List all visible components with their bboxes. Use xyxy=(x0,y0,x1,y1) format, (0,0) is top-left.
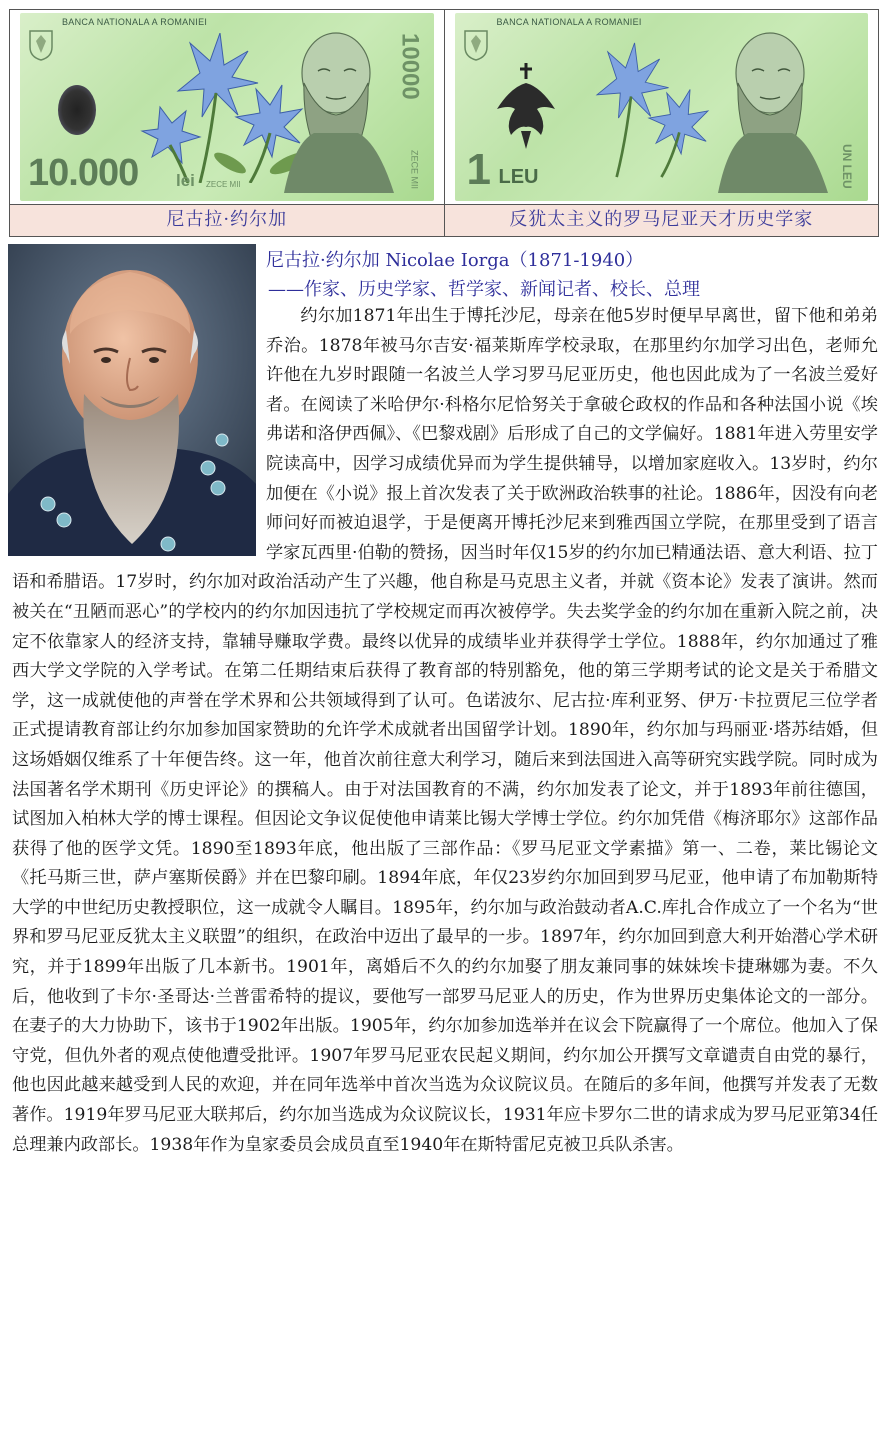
gentian-flower-icon xyxy=(563,35,733,185)
denomination-value: 1 xyxy=(466,145,491,194)
iorga-portrait-engraving xyxy=(274,23,404,193)
banknote-10000-lei xyxy=(20,13,434,201)
caption-right: 反犹太主义的罗马尼亚天才历史学家 xyxy=(444,205,879,236)
bank-name: BANCA NATIONALA A ROMANIEI xyxy=(62,17,208,27)
banknote-panel xyxy=(9,9,879,205)
vertical-denomination-words: UN LEU xyxy=(840,144,854,189)
denomination-words: ZECE MII xyxy=(206,180,241,189)
article-paragraph: 约尔加1871年出生于博托沙尼，母亲在他5岁时便早早离世，留下他和弟弟乔治。1878年被马尔吉安·福莱斯库学校录取，在那里约尔加学习出色，老师允许他在九岁时跟随一名波兰人学习罗马尼亚历史，他也因此成为了一名波兰爱好者。在阅读了米哈伊尔·科格尔尼恰努关于拿破仑政权的作品和各种法国小说《埃弗诺和洛伊西佩》、《巴黎戏剧》后形成了自己的文学偏好。1881年进入劳里安学院读高中，因学习成绩优异而为学生提供辅导，以增加家庭收入。13岁时，约尔加便在《小说》报上首次发表了关于欧洲政治轶事的社论。1886年，因没有向老师问好而被迫退学，于是便离开博托沙尼来到雅西国立学院，在那里受到了语言学家瓦西里·伯勒的赞扬，因当时年仅15岁的约尔加已精通法语、意大利语、拉丁语和希腊语。17岁时，约尔加对政治活动产生了兴趣，他自称是马克思主义者，并就《资本论》发表了演讲。然而被关在“丑陋而恶心”的学校内的约尔加因违抗了学校规定而再次被停学。失去奖学金的约尔加在重新入院之前，决定不依靠家人的经济支持，靠辅导赚取学费。最终以优异的成绩毕业并获得学士学位。1888年，约尔加通过了雅西大学文学院的入学考试。在第二任期结束后获得了教育部的特别豁免，他的第三学期考试的论文是关于希腊文学，这一成就使他的声誉在学术界和公共领域得到了认可。色诺波尔、尼古拉·库利亚努、伊万·卡拉贾尼三位学者正式提请教育部让约尔加参加国家赞助的允许学术成就者出国留学计划。1890年，约尔加与玛丽亚·塔苏结婚，但这场婚姻仅维系了十年便告终。这一年，他首次前往意大利学习，随后来到法国进入高等研究实践学院。同时成为法国著名学术期刊《历史评论》的撰稿人。由于对法国教育的不满，约尔加发表了论文，并于1893年前往德国，试图加入柏林大学的博士课程。但因论文争议促使他申请莱比锡大学博士学位。约尔加凭借《梅济耶尔》这部作品获得了他的医学文凭。1890至1893年底，他出版了三部作品：《罗马尼亚文学素描》第一、二卷，莱比锡论文《托马斯三世，萨卢塞斯侯爵》并在巴黎印刷。1894年底，年仅23岁约尔加回到罗马尼亚，他申请了布加勒斯特大学的中世纪历史教授职位，这一成就令人瞩目。1895年，约尔加与政治鼓动者A.C.库扎合作成立了一个名为“世界和罗马尼亚反犹太主义联盟”的组织，在政治中迈出了最早的一步。1897年，约尔加回到意大利开始潜心学术研究，并于1899年出版了几本新书。1901年，离婚后不久的约尔加娶了朋友兼同事的妹妹埃卡捷琳娜为妻。不久后，他收到了卡尔·圣哥达·兰普雷希特的提议，要他写一部罗马尼亚人的历史，作为世界历史集体论文的一部分。在妻子的大力协助下，该书于1902年出版。1905年，约尔加参加选举并在议会下院赢得了一个席位。他加入了保守党，但仇外者的观点使他遭受批评。1907年罗马尼亚农民起义期间，约尔加公开撰写文章谴责自由党的暴行，他也因此越来越受到人民的欢迎，并在同年选举中首次当选为众议院议员。在随后的多年间，他撰写并发表了无数著作。1919年罗马尼亚大联邦后，约尔加当选成为众议院议长，1931年应卡罗尔二世的请求成为罗马尼亚第34任总理兼内政部长。1938年作为皇家委员会成员直至1940年在斯特雷尼克被卫兵队杀害。 xyxy=(12,306,878,1155)
banknote-1-leu xyxy=(455,13,869,201)
article-body xyxy=(12,302,878,1160)
caption-bar xyxy=(9,205,879,237)
currency-unit: LEU xyxy=(498,166,539,188)
banknote-10000-cell xyxy=(10,10,444,204)
vertical-denomination: 10000 xyxy=(396,33,424,100)
currency-unit: lei xyxy=(176,171,195,190)
banknote-1-cell xyxy=(444,10,879,204)
article-title: 尼古拉·约尔加 Nicolae Iorga（1871-1940） xyxy=(266,250,644,271)
article-subtitle: ——作家、历史学家、哲学家、新闻记者、校长、总理 xyxy=(268,279,700,300)
coat-of-arms-icon xyxy=(463,27,489,61)
eagle-cross-icon xyxy=(491,61,561,151)
coat-of-arms-icon xyxy=(28,27,54,61)
iorga-portrait-engraving xyxy=(708,23,838,193)
bank-name: BANCA NATIONALA A ROMANIEI xyxy=(496,17,642,27)
denomination-value: 10.000 xyxy=(28,152,139,194)
caption-left: 尼古拉·约尔加 xyxy=(166,209,288,230)
vertical-denomination-words: ZECE MII xyxy=(409,149,420,189)
security-window xyxy=(58,85,96,135)
